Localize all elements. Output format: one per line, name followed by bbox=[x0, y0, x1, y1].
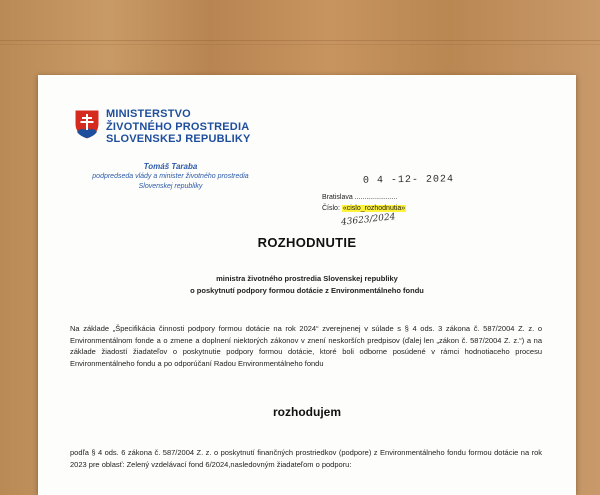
reference-block bbox=[322, 192, 406, 214]
signer-role-1: podpredseda vlády a minister životného prostredia bbox=[92, 173, 249, 180]
ministry-letterhead bbox=[106, 108, 251, 146]
slovak-coat-of-arms-icon bbox=[73, 108, 101, 140]
signer-name: Tomáš Taraba bbox=[143, 162, 198, 171]
number-label: Číslo: bbox=[322, 205, 340, 212]
intro-paragraph: Na základe „Špecifikácia činnosti podpory formou dotácie na rok 2024“ zverejnenej v súlade s § 4 ods. 3 zákona č. 587/2004 Z. z. o Environmentálnom fonde a o zmene a doplnení niektorých zákonov v znení neskorších predpisov (ďalej len „zákon č. 587/2004 Z. z.“) a na základe žiadostí žiadateľov o poskytnutie podpory formou dotácie, ktoré boli odborne posúdené v rámci hodnotiaceho procesu Environmentálneho fondu a po odporúčaní Radou Environmentálneho fondu bbox=[70, 324, 542, 368]
place-line: Bratislava ...................... bbox=[322, 194, 398, 201]
document-subtitle bbox=[38, 273, 576, 297]
signer-block bbox=[68, 162, 273, 192]
handwritten-number: 43623/2024 bbox=[340, 212, 396, 228]
letterhead-line-3: SLOVENSKEJ REPUBLIKY bbox=[106, 133, 251, 145]
subtitle-line-1: ministra životného prostredia Slovenskej republiky bbox=[216, 274, 398, 283]
number-value: «cislo_rozhodnutia» bbox=[342, 205, 406, 212]
decision-paragraph: podľa § 4 ods. 6 zákona č. 587/2004 Z. z. o poskytnutí finančných prostriedkov (podpore) z Environmentálneho fondu formou dotácie na rok 2023 pre oblasť: Zelený vzdelávací fond 6/2024,nasledovným žiadateľom o podporu: bbox=[70, 448, 542, 469]
subtitle-line-2: o poskytnutí podpory formou dotácie z Environmentálneho fondu bbox=[190, 286, 424, 295]
document-page bbox=[38, 75, 576, 495]
signer-role-2: Slovenskej republiky bbox=[138, 183, 203, 190]
date-stamp: 0 4 -12- 2024 bbox=[362, 174, 455, 187]
document-title: ROZHODNUTIE bbox=[257, 235, 357, 250]
letterhead-line-1: MINISTERSTVO bbox=[106, 108, 191, 120]
letterhead-line-2: ŽIVOTNÉHO PROSTREDIA bbox=[106, 120, 250, 133]
decision-heading: rozhodujem bbox=[273, 405, 341, 419]
